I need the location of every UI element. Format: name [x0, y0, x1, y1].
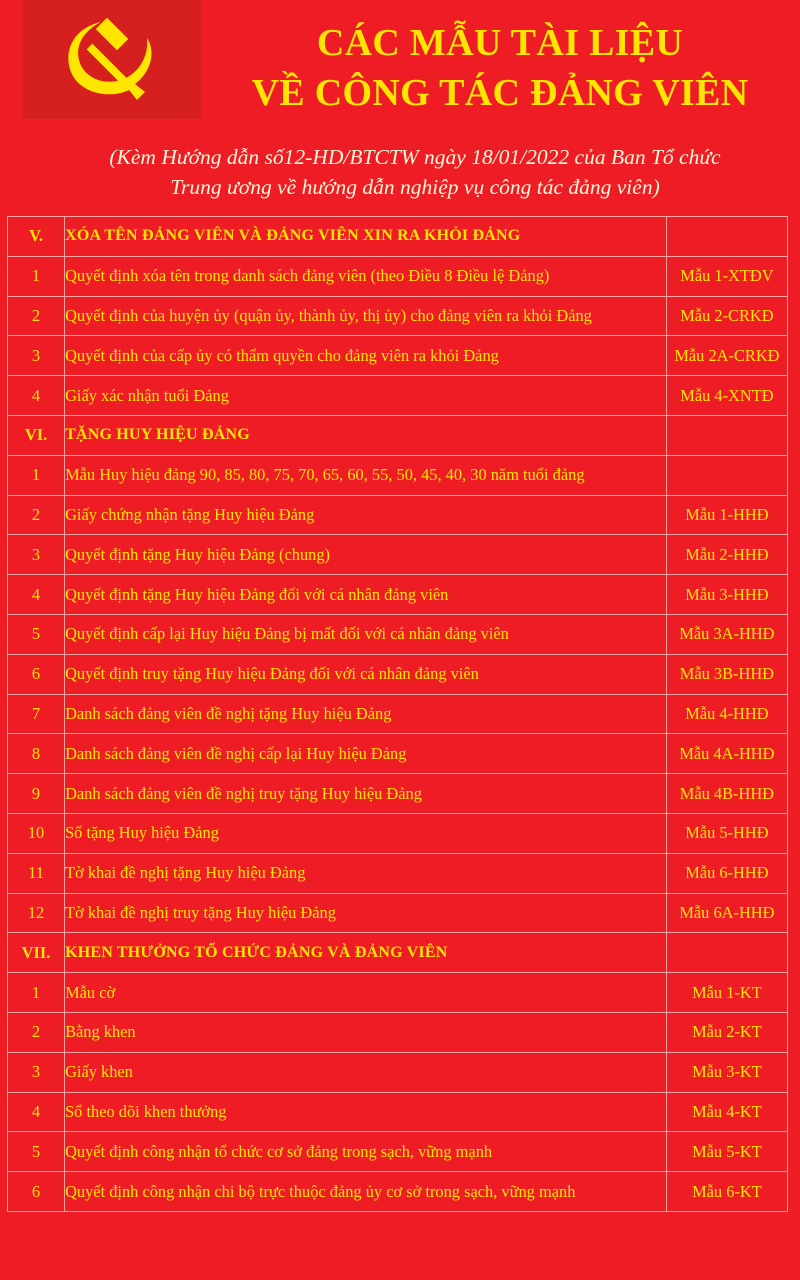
template-code — [666, 933, 787, 973]
document-name: Quyết định cấp lại Huy hiệu Đảng bị mất đối với cá nhân đảng viên — [65, 614, 667, 654]
row-number: 3 — [8, 535, 65, 575]
document-name: Sổ theo dõi khen thưởng — [65, 1092, 667, 1132]
subtitle-line-2: Trung ương về hướng dẫn nghiệp vụ công tác đảng viên) — [170, 175, 660, 199]
row-number: V. — [8, 217, 65, 257]
template-code: Mẫu 3-HHĐ — [666, 575, 787, 615]
title-line-1: CÁC MẪU TÀI LIỆU — [316, 22, 684, 64]
document-name: Giấy chứng nhận tặng Huy hiệu Đảng — [65, 495, 667, 535]
document-name: XÓA TÊN ĐẢNG VIÊN VÀ ĐẢNG VIÊN XIN RA KHỎI ĐẢNG — [65, 217, 667, 257]
table-row — [8, 575, 788, 615]
document-list-table — [7, 216, 788, 1212]
document-name: Quyết định của cấp ủy có thẩm quyền cho đảng viên ra khỏi Đảng — [65, 336, 667, 376]
table-row — [8, 495, 788, 535]
document-name: Sổ tặng Huy hiệu Đảng — [65, 813, 667, 853]
hammer-sickle-icon — [23, 0, 201, 119]
row-number: 2 — [8, 1012, 65, 1052]
template-code: Mẫu 5-HHĐ — [666, 813, 787, 853]
template-code: Mẫu 4-KT — [666, 1092, 787, 1132]
table-row — [8, 973, 788, 1013]
document-name: Quyết định truy tặng Huy hiệu Đảng đối với cá nhân đảng viên — [65, 654, 667, 694]
row-number: 8 — [8, 734, 65, 774]
table-row — [8, 654, 788, 694]
template-code: Mẫu 6-HHĐ — [666, 853, 787, 893]
row-number: VI. — [8, 415, 65, 455]
document-name: KHEN THƯỞNG TỔ CHỨC ĐẢNG VÀ ĐẢNG VIÊN — [65, 933, 667, 973]
subtitle-line-1: (Kèm Hướng dẫn số12-HD/BTCTW ngày 18/01/2022 của Ban Tổ chức — [109, 145, 721, 169]
row-number: 9 — [8, 774, 65, 814]
document-name: Giấy khen — [65, 1052, 667, 1092]
table-row — [8, 256, 788, 296]
table-row — [8, 1092, 788, 1132]
table-row — [8, 853, 788, 893]
table-row — [8, 535, 788, 575]
page-title — [205, 18, 795, 118]
row-number: 1 — [8, 455, 65, 495]
table-row — [8, 296, 788, 336]
section-header-row — [8, 415, 788, 455]
template-code: Mẫu 4A-HHĐ — [666, 734, 787, 774]
document-name: Mẫu Huy hiệu đảng 90, 85, 80, 75, 70, 65, 60, 55, 50, 45, 40, 30 năm tuổi đảng — [65, 455, 667, 495]
template-code: Mẫu 1-KT — [666, 973, 787, 1013]
row-number: 1 — [8, 256, 65, 296]
row-number: 10 — [8, 813, 65, 853]
table-row — [8, 813, 788, 853]
document-name: Bằng khen — [65, 1012, 667, 1052]
template-code — [666, 455, 787, 495]
template-code: Mẫu 1-XTĐV — [666, 256, 787, 296]
template-code: Mẫu 3A-HHĐ — [666, 614, 787, 654]
document-name: Danh sách đảng viên đề nghị tặng Huy hiệu Đảng — [65, 694, 667, 734]
document-name: Quyết định tặng Huy hiệu Đảng (chung) — [65, 535, 667, 575]
template-code: Mẫu 5-KT — [666, 1132, 787, 1172]
document-name: Giấy xác nhận tuổi Đảng — [65, 376, 667, 416]
title-line-2: VỀ CÔNG TÁC ĐẢNG VIÊN — [251, 72, 749, 114]
table-row — [8, 774, 788, 814]
row-number: 4 — [8, 1092, 65, 1132]
row-number: 1 — [8, 973, 65, 1013]
document-name: Quyết định xóa tên trong danh sách đảng viên (theo Điều 8 Điều lệ Đảng) — [65, 256, 667, 296]
template-code — [666, 217, 787, 257]
template-code: Mẫu 2A-CRKĐ — [666, 336, 787, 376]
row-number: 3 — [8, 1052, 65, 1092]
table-row — [8, 614, 788, 654]
template-code: Mẫu 4-HHĐ — [666, 694, 787, 734]
row-number: 2 — [8, 495, 65, 535]
table-row — [8, 455, 788, 495]
template-code: Mẫu 1-HHĐ — [666, 495, 787, 535]
row-number: 12 — [8, 893, 65, 933]
row-number: 6 — [8, 1172, 65, 1212]
document-name: Danh sách đảng viên đề nghị cấp lại Huy hiệu Đảng — [65, 734, 667, 774]
row-number: 5 — [8, 1132, 65, 1172]
row-number: 4 — [8, 575, 65, 615]
document-name: Mẫu cờ — [65, 973, 667, 1013]
document-name: Tờ khai đề nghị tặng Huy hiệu Đảng — [65, 853, 667, 893]
document-name: Quyết định của huyện ủy (quận ủy, thành ủy, thị ủy) cho đảng viên ra khỏi Đảng — [65, 296, 667, 336]
document-name: TẶNG HUY HIỆU ĐẢNG — [65, 415, 667, 455]
template-code: Mẫu 4B-HHĐ — [666, 774, 787, 814]
document-name: Quyết định tặng Huy hiệu Đảng đối với cá nhân đảng viên — [65, 575, 667, 615]
table-row — [8, 1052, 788, 1092]
section-header-row — [8, 933, 788, 973]
row-number: VII. — [8, 933, 65, 973]
row-number: 4 — [8, 376, 65, 416]
template-code: Mẫu 6-KT — [666, 1172, 787, 1212]
template-code: Mẫu 3B-HHĐ — [666, 654, 787, 694]
table-row — [8, 376, 788, 416]
table-row — [8, 1172, 788, 1212]
template-code: Mẫu 2-KT — [666, 1012, 787, 1052]
table-row — [8, 893, 788, 933]
document-name: Tờ khai đề nghị truy tặng Huy hiệu Đảng — [65, 893, 667, 933]
table-row — [8, 694, 788, 734]
template-code: Mẫu 3-KT — [666, 1052, 787, 1092]
document-name: Danh sách đảng viên đề nghị truy tặng Huy hiệu Đảng — [65, 774, 667, 814]
document-name: Quyết định công nhận tổ chức cơ sở đảng trong sạch, vững mạnh — [65, 1132, 667, 1172]
template-code: Mẫu 6A-HHĐ — [666, 893, 787, 933]
row-number: 3 — [8, 336, 65, 376]
row-number: 6 — [8, 654, 65, 694]
page-subtitle — [40, 142, 790, 202]
document-name: Quyết định công nhận chi bộ trực thuộc đảng ủy cơ sở trong sạch, vững mạnh — [65, 1172, 667, 1212]
template-code — [666, 415, 787, 455]
party-flag — [23, 0, 201, 119]
row-number: 2 — [8, 296, 65, 336]
section-header-row — [8, 217, 788, 257]
table-row — [8, 336, 788, 376]
template-code: Mẫu 4-XNTĐ — [666, 376, 787, 416]
table-row — [8, 734, 788, 774]
table-row — [8, 1132, 788, 1172]
row-number: 5 — [8, 614, 65, 654]
table-row — [8, 1012, 788, 1052]
row-number: 7 — [8, 694, 65, 734]
template-code: Mẫu 2-CRKĐ — [666, 296, 787, 336]
template-code: Mẫu 2-HHĐ — [666, 535, 787, 575]
row-number: 11 — [8, 853, 65, 893]
